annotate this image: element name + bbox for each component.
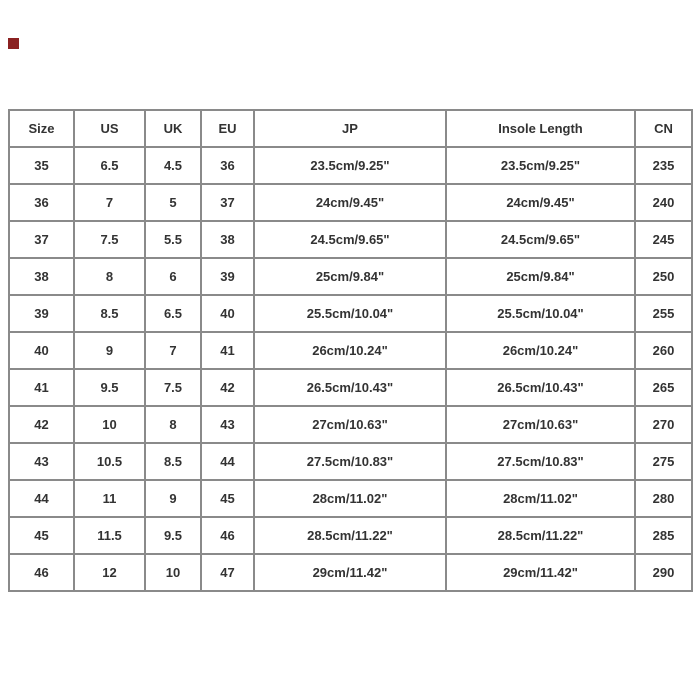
table-cell: 46 [9,554,74,591]
table-cell: 9 [145,480,201,517]
table-cell: 40 [9,332,74,369]
table-cell: 250 [635,258,692,295]
table-cell: 25.5cm/10.04" [254,295,446,332]
table-cell: 24cm/9.45" [254,184,446,221]
table-cell: 24.5cm/9.65" [254,221,446,258]
table-cell: 11 [74,480,145,517]
table-cell: 8 [74,258,145,295]
table-cell: 7 [74,184,145,221]
column-header-insole-length: Insole Length [446,110,635,147]
table-row [9,221,692,258]
table-cell: 44 [201,443,254,480]
table-cell: 6.5 [145,295,201,332]
column-header-cn: CN [635,110,692,147]
table-cell: 7.5 [74,221,145,258]
table-cell: 28.5cm/11.22" [446,517,635,554]
table-cell: 265 [635,369,692,406]
table-cell: 29cm/11.42" [446,554,635,591]
column-header-us: US [74,110,145,147]
table-cell: 10 [74,406,145,443]
table-cell: 39 [201,258,254,295]
table-cell: 23.5cm/9.25" [446,147,635,184]
table-row [9,258,692,295]
table-cell: 7.5 [145,369,201,406]
table-cell: 11.5 [74,517,145,554]
table-cell: 35 [9,147,74,184]
table-cell: 46 [201,517,254,554]
table-cell: 7 [145,332,201,369]
table-row [9,295,692,332]
table-header-row [9,110,692,147]
table-row [9,517,692,554]
column-header-uk: UK [145,110,201,147]
table-cell: 8 [145,406,201,443]
table-cell: 36 [9,184,74,221]
table-cell: 25.5cm/10.04" [446,295,635,332]
table-cell: 26cm/10.24" [446,332,635,369]
table-cell: 38 [9,258,74,295]
table-cell: 42 [9,406,74,443]
table-cell: 6.5 [74,147,145,184]
table-cell: 26.5cm/10.43" [254,369,446,406]
table-cell: 9.5 [145,517,201,554]
table-cell: 24.5cm/9.65" [446,221,635,258]
table-cell: 260 [635,332,692,369]
table-row [9,406,692,443]
table-cell: 41 [9,369,74,406]
table-cell: 27.5cm/10.83" [446,443,635,480]
column-header-size: Size [9,110,74,147]
table-cell: 28cm/11.02" [446,480,635,517]
table-cell: 23.5cm/9.25" [254,147,446,184]
table-cell: 37 [9,221,74,258]
table-row [9,332,692,369]
table-cell: 25cm/9.84" [254,258,446,295]
table-cell: 255 [635,295,692,332]
table-cell: 280 [635,480,692,517]
table-cell: 8.5 [145,443,201,480]
table-cell: 43 [9,443,74,480]
table-cell: 26cm/10.24" [254,332,446,369]
table-cell: 27cm/10.63" [446,406,635,443]
table-cell: 39 [9,295,74,332]
table-cell: 38 [201,221,254,258]
table-row [9,480,692,517]
table-cell: 28.5cm/11.22" [254,517,446,554]
table-cell: 29cm/11.42" [254,554,446,591]
table-cell: 27.5cm/10.83" [254,443,446,480]
table-cell: 37 [201,184,254,221]
table-row [9,369,692,406]
table-cell: 270 [635,406,692,443]
table-cell: 42 [201,369,254,406]
table-body [9,147,692,591]
table-cell: 27cm/10.63" [254,406,446,443]
table-cell: 26.5cm/10.43" [446,369,635,406]
table-cell: 44 [9,480,74,517]
size-conversion-table [8,109,693,592]
table-cell: 40 [201,295,254,332]
column-header-eu: EU [201,110,254,147]
table-cell: 47 [201,554,254,591]
table-cell: 9 [74,332,145,369]
table-cell: 6 [145,258,201,295]
table-cell: 275 [635,443,692,480]
column-header-jp: JP [254,110,446,147]
table-row [9,184,692,221]
table-cell: 240 [635,184,692,221]
table-row [9,147,692,184]
table-header [9,110,692,147]
table-cell: 36 [201,147,254,184]
table-cell: 9.5 [74,369,145,406]
table-cell: 235 [635,147,692,184]
table-cell: 5.5 [145,221,201,258]
table-cell: 43 [201,406,254,443]
table-cell: 28cm/11.02" [254,480,446,517]
table-cell: 25cm/9.84" [446,258,635,295]
table-cell: 5 [145,184,201,221]
table-cell: 41 [201,332,254,369]
table-row [9,443,692,480]
table-cell: 12 [74,554,145,591]
table-cell: 8.5 [74,295,145,332]
table-cell: 245 [635,221,692,258]
table-cell: 285 [635,517,692,554]
table-cell: 10.5 [74,443,145,480]
table-cell: 4.5 [145,147,201,184]
table-cell: 45 [201,480,254,517]
table-cell: 24cm/9.45" [446,184,635,221]
table-cell: 45 [9,517,74,554]
table-cell: 290 [635,554,692,591]
table-row [9,554,692,591]
table-cell: 10 [145,554,201,591]
red-square-marker [8,38,19,49]
